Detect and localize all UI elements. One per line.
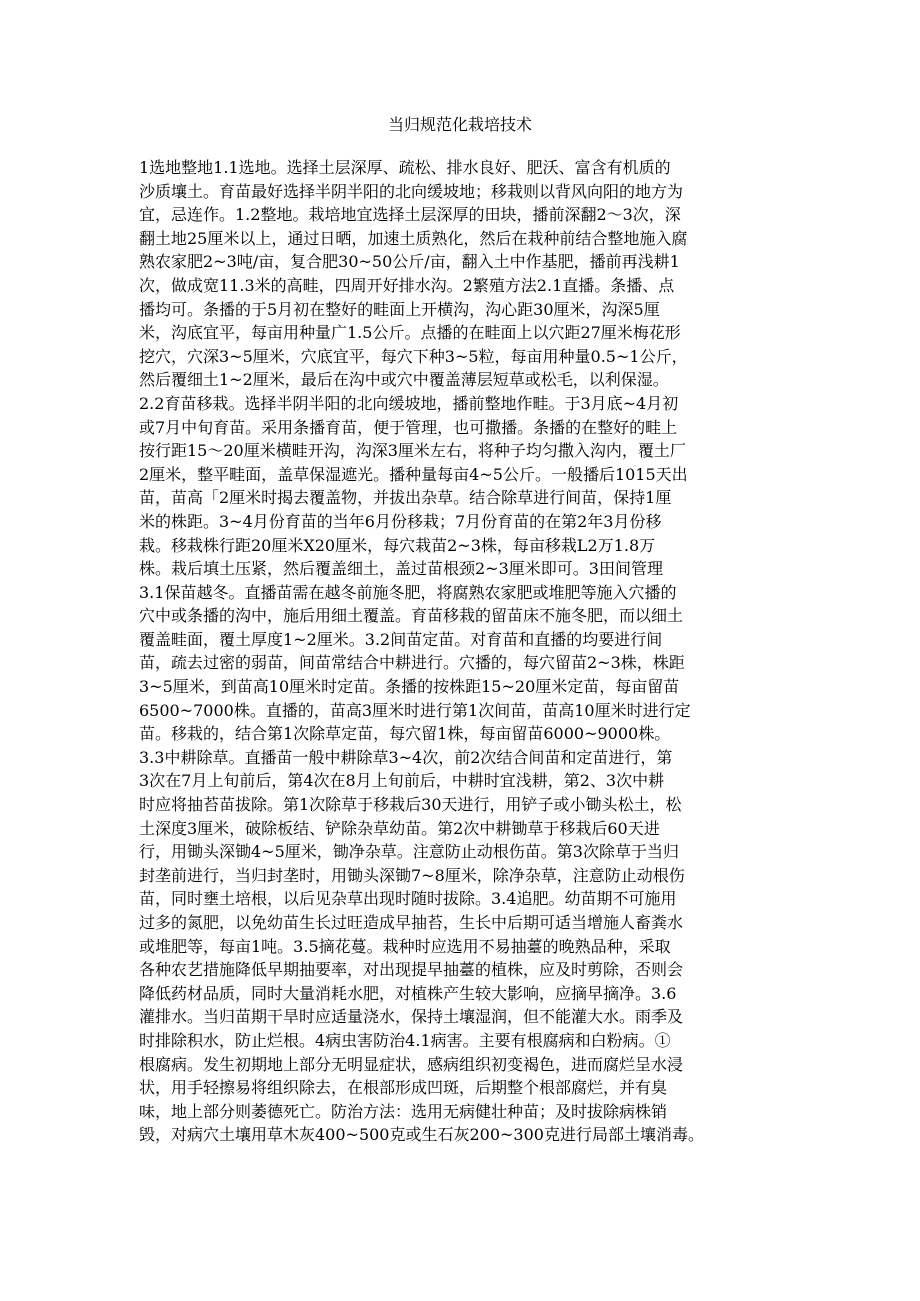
body-line: 3.3中耕除草。直播苗一般中耕除草3~4次，前2次结合间苗和定苗进行，第 [139, 747, 673, 767]
body-line: 行，用锄头深锄4~5厘米，锄净杂草。注意防止动根伤苗。第3次除草于当归 [139, 842, 679, 862]
body-line: 翻土地25厘米以上，通过日晒，加速土质熟化，然后在栽种前结合整地施入腐 [139, 228, 688, 248]
body-line: 宜，忌连作。1.2整地。栽培地宜选择土层深厚的田块，播前深翻2～3次，深 [139, 205, 681, 225]
body-line: 或堆肥等，每亩1吨。3.5摘花蔓。栽种时应选用不易抽薹的晚熟品种，采取 [139, 936, 671, 956]
body-line: 过多的氮肥，以免幼苗生长过旺造成早抽苔，生长中后期可适当增施人畜粪水 [139, 913, 684, 932]
body-line: 栽。移栽株行距20厘米X20厘米，每穴栽苗2~3株，每亩移栽L2万1.8万 [139, 535, 656, 555]
body-line: 2厘米，整平畦面，盖草保湿遮光。播种量每亩4~5公斤。一般播后1015天出 [139, 464, 688, 484]
body-line: 熟农家肥2~3吨/亩，复合肥30~50公斤/亩，翻入土中作基肥，播前再浅耕1 [139, 252, 680, 272]
body-line: 株。栽后填土压紧，然后覆盖细土，盖过苗根颈2~3厘米即可。3田间管理 [139, 559, 663, 579]
body-line: 各种农艺措施降低早期抽要率，对出现提早抽薹的植株，应及时剪除，否则会 [139, 960, 684, 980]
body-line: 然后覆细土1~2厘米，最后在沟中或穴中覆盖薄层短草或松毛，以利保湿。 [139, 370, 669, 390]
body-line: 挖穴，穴深3~5厘米，穴底宜平，每穴下种3~5粒，每亩用种量0.5~1公斤， [139, 346, 688, 366]
body-line: 6500~7000株。直播的，苗高3厘米时进行第1次间苗，苗高10厘米时进行定 [139, 700, 691, 720]
body-line: 覆盖畦面，覆土厚度1~2厘米。3.2间苗定苗。对育苗和直播的均要进行间 [139, 629, 663, 649]
body-line: 按行距15～20厘米横畦开沟，沟深3厘米左右，将种子均匀撒入沟内，覆土厂 [139, 441, 686, 461]
body-line: 根腐病。发生初期地上部分无明显症状，感病组织初变褐色，进而腐烂呈水浸 [139, 1054, 684, 1074]
document-title: 当归规范化栽培技术 [387, 115, 532, 134]
document-body [139, 156, 779, 1147]
body-line: 3.1保苗越冬。直播苗需在越冬前施冬肥，将腐熟农家肥或堆肥等施入穴播的 [139, 582, 677, 602]
body-line: 土深度3厘米，破除板结、铲除杂草幼苗。第2次中耕锄草于移栽后60天进 [139, 818, 660, 838]
body-line: 苗，疏去过密的弱苗，间苗常结合中耕进行。穴播的，每穴留苗2~3株，株距 [139, 653, 685, 673]
body-line: 降低药材品质，同时大量消耗水肥，对植株产生较大影响，应摘早摘净。3.6 [139, 983, 677, 1003]
body-line: 穴中或条播的沟中，施后用细土覆盖。育苗移栽的留苗床不施冬肥，而以细土 [139, 606, 684, 626]
body-line: 封垄前进行，当归封垄时，用锄头深锄7~8厘米，除净杂草，注意防止动根伤 [139, 865, 685, 885]
body-line: 3~5厘米，到苗高10厘米时定苗。条播的按株距15~20厘米定苗，每亩留苗 [139, 677, 680, 697]
body-line: 沙质壤土。育苗最好选择半阴半阳的北向缓坡地；移栽则以背风向阳的地方为 [139, 181, 684, 201]
body-line: 米，沟底宜平，每亩用种量广1.5公斤。点播的在畦面上以穴距27厘米梅花形 [139, 323, 681, 343]
body-line: 米的株距。3~4月份育苗的当年6月份移栽；7月份育苗的在第2年3月份移 [139, 511, 662, 531]
body-line: 1选地整地1.1选地。选择土层深厚、疏松、排水良好、肥沃、富含有机质的 [139, 158, 671, 177]
body-line: 或7月中旬育苗。采用条播育苗，便于管理，也可撒播。条播的在整好的畦上 [139, 417, 678, 437]
body-line: 状，用手轻擦易将组织除去，在根部形成凹斑，后期整个根部腐烂，并有臭 [139, 1078, 668, 1098]
body-line: 味，地上部分则萎德死亡。防治方法：选用无病健壮种苗；及时拔除病株销 [139, 1101, 668, 1121]
body-line: 时排除积水，防止烂根。4病虫害防治4.1病害。主要有根腐病和白粉病。① [139, 1030, 671, 1050]
body-line: 苗，苗高「2厘米时揭去覆盖物，并拔出杂草。结合除草进行间苗，保持1厘 [139, 488, 672, 508]
body-line: 2.2育苗移栽。选择半阴半阳的北向缓坡地，播前整地作畦。于3月底~4月初 [139, 393, 679, 413]
body-line: 时应将抽苔苗拔除。第1次除草于移栽后30天进行，用铲子或小锄头松土，松 [139, 795, 682, 815]
body-line: 毁，对病穴土壤用草木灰400~500克或生石灰200~300克进行局部土壤消毒。 [139, 1125, 704, 1145]
body-line: 播均可。条播的于5月初在整好的畦面上开横沟，沟心距30厘米，沟深5厘 [139, 299, 660, 319]
body-line: 次，做成宽11.3米的高畦，四周开好排水沟。2繁殖方法2.1直播。条播、点 [139, 275, 675, 295]
body-line: 苗，同时壅土培根，以后见杂草出现时随时拔除。3.4追肥。幼苗期不可施用 [139, 889, 677, 909]
body-line: 苗。移栽的，结合第1次除草定苗，每穴留1株，每亩留苗6000~9000株。 [139, 724, 671, 744]
body-line: 3次在7月上旬前后，第4次在8月上旬前后，中耕时宜浅耕，第2、3次中耕 [139, 771, 665, 791]
body-line: 灌排水。当归苗期干旱时应适量浇水，保持土壤湿润，但不能灌大水。雨季及 [139, 1007, 684, 1027]
